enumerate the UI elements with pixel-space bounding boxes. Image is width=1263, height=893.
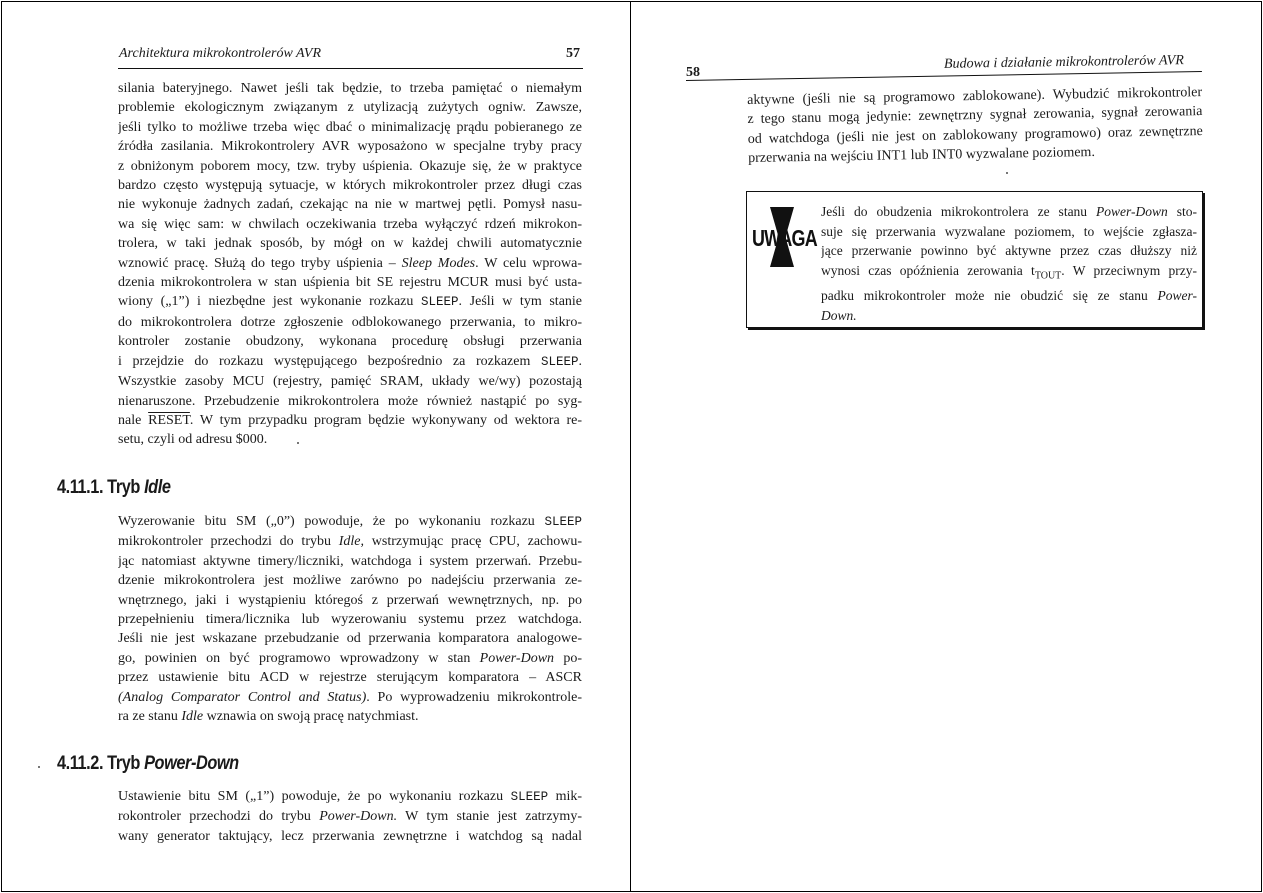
text-line: aktywne (jeśli nie są programowo zablokowane). Wybudzić mikrokontroler <box>747 85 1203 108</box>
text-line: nale RESET. W tym przypadku program będzie wykonywany od wektora re- <box>118 412 582 428</box>
page-gutter <box>630 1 631 891</box>
text-line: nie wykonuje żadnych zadań, czekając na nie w martwej pętli. Pomysł nasu- <box>118 197 582 213</box>
text-line: suje się przerwania wyzwalane poziomem, to wejście zgłasza- <box>821 223 1197 239</box>
scan-speck <box>38 766 40 768</box>
text-line: jąc natomiast aktywne timery/liczniki, watchdoga i system przerwań. Przebu- <box>118 553 582 569</box>
text-line: dzenia mikrokontrolera w stan uśpienia bit SE rejestru MCUR musi być usta- <box>118 275 582 291</box>
text-line: z tego stanu mogą jedynie: zewnętrzny sygnał zerowania, sygnał zerowania <box>747 104 1203 128</box>
text-line: Down. <box>821 307 857 323</box>
text-line: Jeśli nie jest wskazane przebudzanie od przerwania komparatora analogowe- <box>118 631 582 647</box>
text-line: przepełnieniu timera/licznika lub wyzerowaniu systemu przez watchdoga. <box>118 612 582 628</box>
text-line: z obniżonym poborem mocy, tzw. tryby uśpienia. Okazuje się, że w praktyce <box>118 158 582 174</box>
scan-speck <box>297 442 299 444</box>
section-heading-idle: 4.11.1. Tryb Idle <box>57 477 171 498</box>
text-line: Wszystkie zasoby MCU (rejestry, pamięć SRAM, układy we/wy) pozostają <box>118 374 582 390</box>
text-line: wany generator taktujący, lecz przerwania zewnętrzne i watchdog są nadal <box>118 828 582 844</box>
text-line: wnętrznego, jaki i wystąpieniu któregoś z przerwań wewnętrznych, np. po <box>118 592 582 608</box>
text-line: od watchdoga (jeśli nie jest on zablokowany programowo) oraz zewnętrzne <box>747 123 1203 147</box>
right-page-number: 58 <box>686 65 700 80</box>
text-line: silania bateryjnego. Nawet jeśli tak będzie, to trzeba pamiętać o niemałym <box>118 81 582 96</box>
text-line: wznowić pracę. Służą do tego tryby uśpienia – Sleep Modes. W celu wprowa- <box>118 255 582 271</box>
text-line: wa się więc sam: w chwilach oczekiwania trzeba wyłączyć rdzeń mikrokon- <box>118 216 582 232</box>
left-running-head: Architektura mikrokontrolerów AVR <box>119 46 322 61</box>
right-paragraph <box>747 83 1203 169</box>
warning-icon <box>752 205 817 269</box>
text-line: źródła zasilania. Mikrokontrolery AVR wyposażono w specjalne tryby pracy <box>118 139 582 155</box>
text-line: setu, czyli od adresu $000. <box>118 432 268 448</box>
text-line: padku mikrokontroler może nie obudzić się ze stanu Power- <box>821 288 1197 304</box>
text-line: kontroler zostanie obudzony, wykonana procedurę obsługi przerwania <box>118 334 582 350</box>
text-line: dzenie mikrokontrolera jest możliwe zarówno po nadejściu przerwania ze- <box>118 573 582 589</box>
intro-paragraph <box>118 79 582 450</box>
text-line: problemie ekologicznym związanym z utylizacją zużytych ogniw. Zawsze, <box>118 100 582 116</box>
powerdown-paragraph <box>118 787 582 846</box>
text-line: ra ze stanu Idle wznawia on swoją pracę natychmiast. <box>118 709 419 725</box>
text-line: jeśli tylko to możliwe trzeba więc dbać o minimalizację prądu pobieranego ze <box>118 119 582 135</box>
text-line: wynosi czas opóźnienia zerowania $t_{TOUT}$. W przeciwnym przy- <box>821 262 1197 282</box>
idle-paragraph <box>118 512 582 726</box>
text-line: Jeśli do obudzenia mikrokontrolera ze stanu Power-Down sto- <box>821 204 1197 219</box>
scan-speck <box>1006 172 1008 174</box>
text-line: go, powinien on być programowo wprowadzony w stan Power-Down po- <box>118 650 582 666</box>
text-line: bardzo często występują sytuacje, w których mikrokontroler przez długi czas <box>118 178 582 194</box>
right-running-head: Budowa i działanie mikrokontrolerów AVR <box>943 53 1184 72</box>
text-line: mikrokontroler przechodzi do trybu Idle, wstrzymując pracę CPU, zachowu- <box>118 534 582 550</box>
text-line: Wyzerowanie bitu SM („0”) powoduje, że po wykonaniu rozkazu SLEEP <box>118 514 582 529</box>
left-page-number: 57 <box>566 46 580 61</box>
text-line: rokontroler przechodzi do trybu Power-Down. W tym stanie jest zatrzymy- <box>118 809 582 825</box>
text-line: nienaruszone. Przebudzenie mikrokontrolera może również nastąpić po syg- <box>118 393 582 409</box>
text-line: (Analog Comparator Control and Status). Po wyprowadzeniu mikrokontrole- <box>118 689 582 705</box>
left-header-rule <box>118 68 583 69</box>
text-line: przez ustawienie bitu ACD w rejestrze sterującym komparatora – ASCR <box>118 670 582 686</box>
text-line: trolera, w taki jednak sposób, by mógł on w każdej chwili automatycznie <box>118 236 582 252</box>
warning-note-text <box>821 202 1197 325</box>
text-line: do mikrokontrolera dotrze zgłoszenie odblokowanego przerwania, to mikro- <box>118 314 582 330</box>
text-line: wiony („1”) i niezbędne jest wykonanie rozkazu SLEEP. Jeśli w tym stanie <box>118 294 582 310</box>
text-line: i przejdzie do rozkazu występującego bezpośrednio za rozkazem SLEEP. <box>118 353 582 369</box>
text-line: Ustawienie bitu SM („1”) powoduje, że po wykonaniu rozkazu SLEEP mik- <box>118 789 582 804</box>
text-line: przerwania na wejściu INT1 lub INT0 wyzwalane poziomem. <box>748 145 1096 167</box>
warning-label: UWAGA <box>752 225 817 251</box>
section-heading-powerdown: 4.11.2. Tryb Power-Down <box>57 753 239 774</box>
text-line: jące przerwanie powinno być aktywne przez czas dłuższy niż <box>821 243 1197 259</box>
